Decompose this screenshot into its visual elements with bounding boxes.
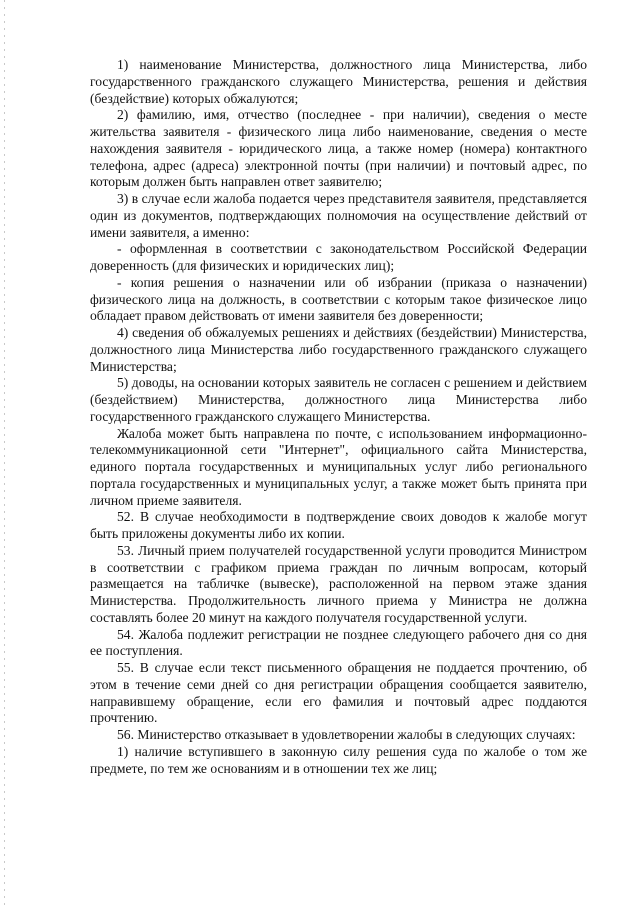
scan-edge-artifact xyxy=(4,0,5,905)
paragraph-appointment-copy: - копия решения о назначении или об избрании (приказа о назначении) физического лица на должность, в соответствии с которым такое физическое лицо обладает правом действовать от имени заявителя без доверенности; xyxy=(90,274,587,324)
paragraph-item-5: 5) доводы, на основании которых заявитель не согласен с решением и действием (бездействием) Министерства, должностного лица Министерства либо государственного гражданского служащего Министерства. xyxy=(90,375,587,424)
paragraph-55: 55. В случае если текст письменного обращения не поддается прочтению, об этом в течение семи дней со дня регистрации обращения сообщается заявителю, направившему обращение, если его фамилия и почтовый адрес поддаются прочтению. xyxy=(90,660,587,726)
paragraph-item-3: 3) в случае если жалоба подается через представителя заявителя, представляется один из документов, подтверждающих полномочия на осуществление действий от имени заявителя, а именно: xyxy=(90,191,587,240)
paragraph-56: 56. Министерство отказывает в удовлетворении жалобы в следующих случаях: xyxy=(117,727,576,742)
paragraph-52: 52. В случае необходимости в подтверждение своих доводов к жалобе могут быть приложены документы либо их копии. xyxy=(90,509,587,541)
paragraph-proxy: - оформленная в соответствии с законодательством Российской Федерации доверенность (для физических и юридических лиц); xyxy=(90,241,587,273)
paragraph-53: 53. Личный прием получателей государственной услуги проводится Министром в соответствии с графиком приема граждан по личным вопросам, который размещается на табличке (вывеске), расположенной на первом этаже здания Министерства. Продолжительность личного приема у Министра не должна составлять более 20 минут на каждого получателя государственной услуги. xyxy=(90,542,587,625)
paragraph-item-1: 1) наименование Министерства, должностного лица Министерства, либо государственного гражданского служащего Министерства, решения и действия (бездействие) которых обжалуются; xyxy=(90,57,587,106)
document-body xyxy=(90,57,587,777)
paragraph-item-2: 2) фамилию, имя, отчество (последнее - при наличии), сведения о месте жительства заявителя - физического лица либо наименование, сведения о месте нахождения заявителя - юридического лица, а также номер (номера) контактного телефона, адрес (адреса) электронной почты (при наличии) и почтовый адрес, по которым должен быть направлен ответ заявителю; xyxy=(90,107,587,190)
paragraph-54: 54. Жалоба подлежит регистрации не позднее следующего рабочего дня со дня ее поступления. xyxy=(90,626,587,659)
paragraph-56-item-1: 1) наличие вступившего в законную силу решения суда по жалобе о том же предмете, по тем же основаниям и в отношении тех же лиц; xyxy=(90,743,587,776)
paragraph-item-4: 4) сведения об обжалуемых решениях и действиях (бездействии) Министерства, должностного лица Министерства либо государственного гражданского служащего Министерства; xyxy=(90,325,587,374)
paragraph-complaint-channels: Жалоба может быть направлена по почте, с использованием информационно-телекоммуникационной сети "Интернет", официального сайта Министерства, единого портала государственных и муниципальных услуг либо регионального портала государственных и муниципальных услуг, а также может быть принята при личном приеме заявителя. xyxy=(90,425,587,508)
